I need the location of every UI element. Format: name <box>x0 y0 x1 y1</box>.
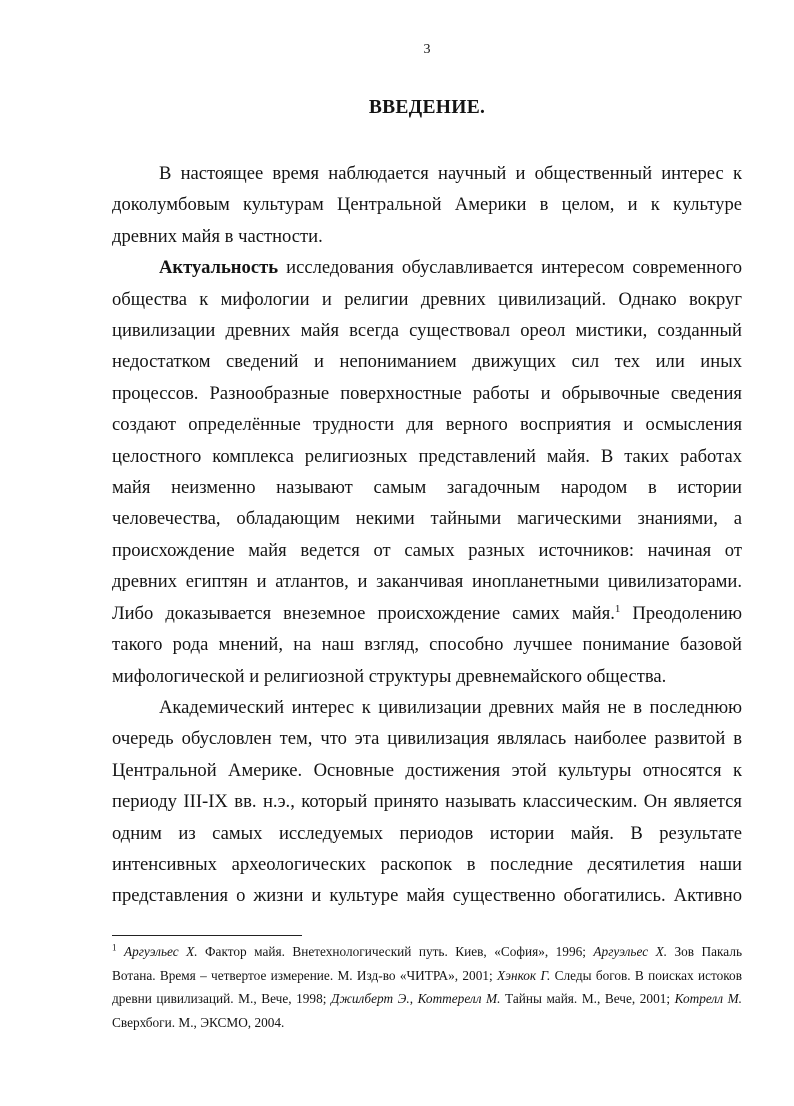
text-fragment: Преодолению <box>620 602 742 624</box>
author-name: Аргуэльес Х. <box>593 944 668 959</box>
text-fragment: древни цивилизаций. М., Вече, 1998; <box>112 991 331 1007</box>
section-heading: ВВЕДЕНИЕ. <box>368 97 486 118</box>
text-line: древних майя в частности. <box>112 225 323 247</box>
text-line: создают определённые трудности для верного восприятия и осмысления <box>112 414 742 436</box>
text-line: общества к мифологии и религии древних цивилизаций. Однако вокруг <box>112 288 742 310</box>
text-fragment: Вотана. Время – четвертое измерение. М. Изд-во «ЧИТРА», 2001; <box>112 967 497 983</box>
text-line: мифологической и религиозной структуры древнемайского общества. <box>112 665 667 687</box>
footnote-marker: 1 <box>112 942 117 953</box>
page-number: 3 <box>423 42 431 57</box>
footnotes <box>112 940 742 1034</box>
body-text <box>112 158 742 912</box>
text-line: представления о жизни и культуре майя существенно обогатились. Активно <box>112 885 742 907</box>
text-fragment: , <box>409 991 418 1007</box>
text-line <box>112 252 742 283</box>
bold-term-relevance: Актуальность <box>159 257 279 279</box>
text-line: человечества, обладающим некими тайными магическими знаниями, а <box>112 508 742 530</box>
text-line: одним из самых исследуемых периодов истории майя. В результате <box>112 822 742 844</box>
text-line: процессов. Разнообразные поверхностные работы и обрывочные сведения <box>112 382 742 404</box>
text-fragment: Фактор майя. Внетехнологический путь. Киев, «София», 1996; <box>197 944 594 959</box>
text-line: происхождение майя ведется от самых разных источников: начиная от <box>112 539 742 561</box>
footnote-divider <box>112 935 302 936</box>
text-line: периоду III-IX вв. н.э., который принято называть классическим. Он является <box>112 791 742 813</box>
text-line: доколумбовым культурам Центральной Америки в целом, и к культуре <box>112 194 742 216</box>
paragraph-2 <box>112 252 742 692</box>
paragraph-1 <box>112 158 742 252</box>
footnote-reference[interactable]: 1 <box>614 602 621 615</box>
footnote-line <box>112 987 742 1011</box>
text-fragment: Либо доказывается внеземное происхождение самих майя. <box>112 602 615 624</box>
author-name: Джилберт Э. <box>330 991 410 1007</box>
text-line: цивилизации древних майя всегда существовал ореол мистики, созданный <box>112 320 742 342</box>
text-line: недостатком сведений и непониманием движущих сил тех или иных <box>112 351 742 373</box>
text-line: В настоящее время наблюдается научный и общественный интерес к <box>159 163 742 184</box>
text-line: древних египтян и атлантов, и заканчивая инопланетными цивилизаторами. <box>112 571 742 593</box>
footnote-line <box>112 964 742 988</box>
text-line: целостного комплекса религиозных представлений майя. В таких работах <box>112 445 742 467</box>
text-line: майя неизменно называют самым загадочным народом в истории <box>112 477 742 499</box>
text-line <box>112 598 742 629</box>
text-line: такого рода мнений, на наш взгляд, способно лучшее понимание базовой <box>112 634 742 656</box>
text-line: Академический интерес к цивилизации древних майя не в последнюю <box>159 696 742 718</box>
paragraph-3 <box>112 692 742 912</box>
footnote-line <box>112 940 742 964</box>
text-fragment: Следы богов. В поисках истоков <box>550 967 742 983</box>
author-name: Аргуэльес Х. <box>123 944 198 959</box>
author-name: Коттерелл М. <box>417 991 501 1007</box>
author-name: Котрелл М. <box>674 991 742 1007</box>
text-fragment: исследования обуславливается интересом современного <box>278 257 742 279</box>
text-line: очередь обусловлен тем, что эта цивилизация являлась наиболее развитой в <box>112 728 742 750</box>
author-name: Хэнкок Г. <box>496 967 551 983</box>
text-line: интенсивных археологических раскопок в последние десятилетия наши <box>112 853 742 875</box>
text-line: Центральной Америке. Основные достижения этой культуры относятся к <box>112 759 742 781</box>
footnote-line: Сверхбоги. М., ЭКСМО, 2004. <box>112 1014 285 1030</box>
text-fragment: Тайны майя. М., Вече, 2001; <box>500 991 675 1007</box>
text-fragment: Зов Пакаль <box>667 944 743 959</box>
